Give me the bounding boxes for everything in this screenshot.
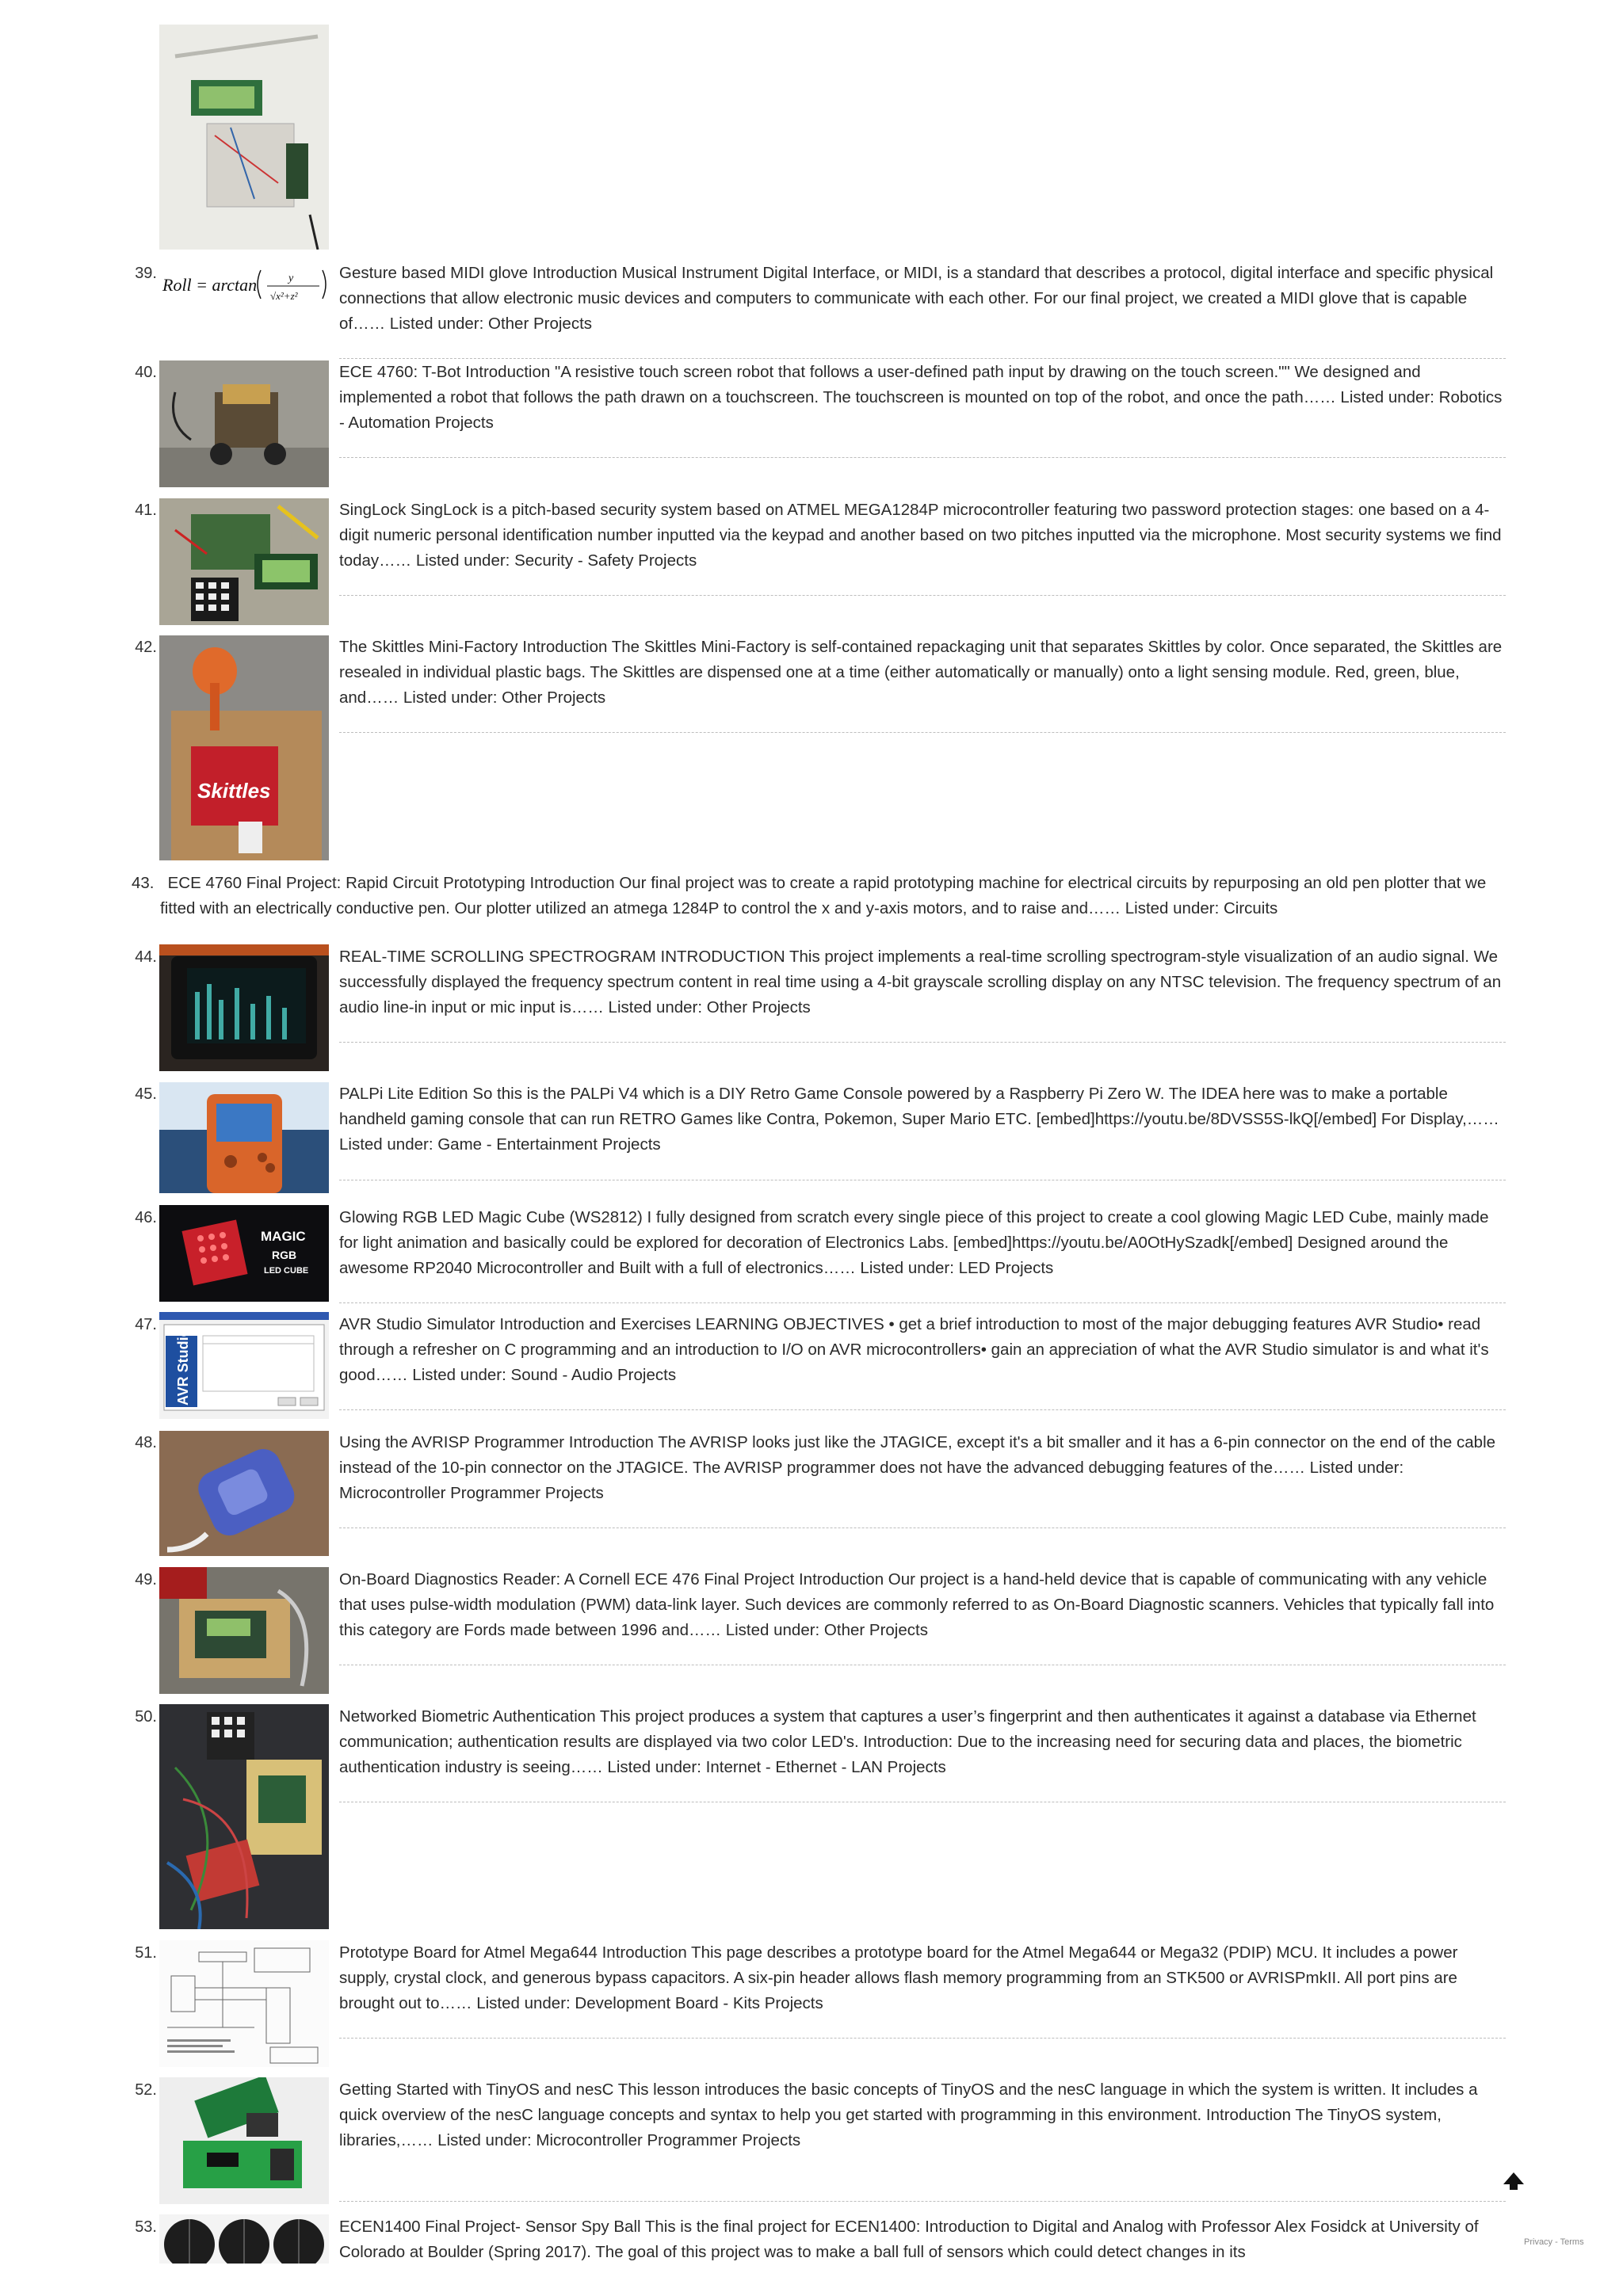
item-description[interactable]: SingLock SingLock is a pitch-based security system based on ATMEL MEGA1284P microcontroller featuring two password protection stages: one based on a 4-digit numeric personal identification number inputted via the keypad and another based on two pitches inputted via the microphone. Most security systems we find today…… Listed under: Security - Safety Projects	[339, 501, 1502, 570]
item-description[interactable]: Getting Started with TinyOS and nesC This lesson introduces the basic concepts of TinyOS and the nesC language in which the system is written. It includes a quick overview of the nesC language concepts and syntax to help you get started with programming in this environment. Introduction The TinyOS system, libraries,…… Listed under: Microcontroller Programmer Projects	[339, 2081, 1478, 2149]
divider	[339, 1527, 1506, 1528]
divider	[339, 358, 1506, 359]
item-text: ECE 4760 Final Project: Rapid Circuit Prototyping Introduction Our final project was to create a rapid prototyping machine for electrical circuits by repurposing an old pen plotter that we fitted with an electrically conductive pen. Our plotter utilized an atmega 1284P to control the x and y-axis motors, and to raise and…… Listed under: Circuits	[160, 874, 1487, 917]
item-number: 48.	[135, 1434, 157, 1451]
item-number: 39.	[135, 265, 157, 282]
biometric-board-photo-icon[interactable]	[159, 1704, 329, 1929]
divider	[339, 1409, 1506, 1410]
robot-photo-icon[interactable]	[159, 360, 329, 487]
recaptcha-terms-link[interactable]: Privacy - Terms	[1524, 2237, 1584, 2247]
divider	[339, 2201, 1506, 2202]
svg-text:MAGIC: MAGIC	[261, 1229, 306, 1244]
item-description[interactable]: On-Board Diagnostics Reader: A Cornell ECE 476 Final Project Introduction Our project is a hand-held device that is capable of communicating with any vehicle that uses pulse-width modulation (PWM) data-link layer. Such devices are commonly referred to as On-Board Diagnostic scanners. Vehicles that typically fall into this category are Fords made between 1996 and…… Listed under: Other Projects	[339, 1570, 1495, 1639]
item-number: 51.	[135, 1944, 157, 1962]
item-description[interactable]: REAL-TIME SCROLLING SPECTROGRAM INTRODUCTION This project implements a real-time scrolling spectrogram-style visualization of an audio signal. We successfully displayed the frequency spectrum content in real time using a 4-bit grayscale scrolling display on any NTSC television. The frequency spectrum of an audio line-in input or mic input is…… Listed under: Other Projects	[339, 948, 1502, 1016]
divider	[339, 457, 1506, 458]
spy-ball-photo-icon[interactable]	[159, 2214, 329, 2264]
divider	[339, 595, 1506, 596]
svg-text:y: y	[288, 273, 294, 284]
item-description[interactable]: Glowing RGB LED Magic Cube (WS2812) I fully designed from scratch every single piece of this project to create a cool glowing Magic LED Cube, mainly made for light animation and basically could be explored for decoration of Electronics Labs. [embed]https://youtu.be/A0OtHySzadk[/embed] Designed around the awesome RP2040 Microcontroller and Built with a full of electronics…… Listed under: LED Projects	[339, 1208, 1489, 1277]
item-description[interactable]: AVR Studio Simulator Introduction and Exercises LEARNING OBJECTIVES • get a brief introduction to most of the major debugging features AVR Studio• read through a refresher on C programming and an introduction to I/O on AVR microcontrollers• gain an appreciation of what the AVR Studio simulator is and what it's good…… Listed under: Sound - Audio Projects	[339, 1315, 1489, 1384]
green-pcb-photo-icon[interactable]	[159, 2077, 329, 2204]
svg-text:√x²+z²: √x²+z²	[270, 290, 298, 302]
item-description[interactable]: The Skittles Mini-Factory Introduction The Skittles Mini-Factory is self-contained repackaging unit that separates Skittles by color. Once separated, the Skittles are resealed in individual plastic bags. The Skittles are dispensed one at a time (either automatically or manually) onto a light sensing module. Red, green, blue, and…… Listed under: Other Projects	[339, 638, 1503, 707]
svg-text:AVR Studio: AVR Studio	[175, 1328, 191, 1405]
item-number: 43.	[132, 874, 155, 892]
item-number: 45.	[135, 1085, 157, 1103]
item-description[interactable]: Using the AVRISP Programmer Introduction The AVRISP looks just like the JTAGICE, except it's a bit smaller and it has a 6-pin connector on the end of the cable instead of the 10-pin connector on the JTAGICE. The AVRISP programmer does not have the advanced debugging features of the…… Listed under: Microcontroller Programmer Projects	[339, 1433, 1496, 1502]
item-number: 46.	[135, 1209, 157, 1226]
item-description[interactable]	[132, 871, 1507, 921]
item-number: 50.	[135, 1708, 157, 1726]
skittles-box-photo-icon[interactable]	[159, 635, 329, 860]
item-number: 52.	[135, 2081, 157, 2099]
breadboard-lcd-photo-icon[interactable]	[159, 25, 329, 250]
item-number: 53.	[135, 2218, 157, 2236]
game-console-photo-icon[interactable]	[159, 1082, 329, 1193]
spectrogram-screen-photo-icon[interactable]	[159, 944, 329, 1071]
formula-icon[interactable]	[159, 262, 329, 307]
keypad-board-photo-icon[interactable]	[159, 498, 329, 625]
schematic-icon[interactable]	[159, 1940, 329, 2067]
diagnostic-box-photo-icon[interactable]	[159, 1567, 329, 1694]
led-cube-photo-icon[interactable]	[159, 1205, 329, 1302]
item-description[interactable]: PALPi Lite Edition So this is the PALPi V4 which is a DIY Retro Game Console powered by a Raspberry Pi Zero W. The IDEA here was to make a portable handheld gaming console that can run RETRO Games like Contra, Pokemon, Super Mario ETC. [embed]https://youtu.be/8DVSS5S-lkQ[/embed] For Display,…… Listed under: Game - Entertainment Projects	[339, 1085, 1499, 1154]
svg-text:Roll = arctan: Roll = arctan	[162, 275, 258, 295]
item-description[interactable]: Gesture based MIDI glove Introduction Musical Instrument Digital Interface, or MIDI, is a standard that describes a protocol, digital interface and specific physical connections that allow electronic music devices and computers to communicate with each other. For our final project, we created a MIDI glove that is capable of…… Listed under: Other Projects	[339, 264, 1494, 333]
item-number: 49.	[135, 1571, 157, 1589]
item-number: 47.	[135, 1316, 157, 1333]
item-number: 44.	[135, 948, 157, 966]
usb-programmer-photo-icon[interactable]	[159, 1431, 329, 1556]
arrow-up-icon[interactable]	[1503, 2171, 1525, 2198]
svg-text:Skittles: Skittles	[197, 779, 271, 803]
item-description[interactable]: Networked Biometric Authentication This project produces a system that captures a user’s fingerprint and then authenticates it against a database via Ethernet communication; authentication results are displayed via two color LED's. Introduction: Due to the increasing need for securing data and places, the biometric authentication industry is seeing…… Listed under: Internet - Ethernet - LAN Projects	[339, 1707, 1476, 1776]
item-number: 41.	[135, 502, 157, 519]
svg-text:RGB: RGB	[272, 1249, 297, 1261]
item-number: 42.	[135, 639, 157, 656]
divider	[339, 1302, 1506, 1303]
divider	[339, 2038, 1506, 2039]
item-description[interactable]: ECEN1400 Final Project- Sensor Spy Ball This is the final project for ECEN1400: Introduction to Digital and Analog with Professor Alex Fosidck at University of Colorado at Boulder (Spring 2017). The goal of this project was to make a ball full of sensors which could detect changes in its	[339, 2218, 1479, 2261]
item-number: 40.	[135, 364, 157, 381]
divider	[339, 1042, 1506, 1043]
divider	[339, 732, 1506, 733]
item-description[interactable]: Prototype Board for Atmel Mega644 Introduction This page describes a prototype board for the Atmel Mega644 or Mega32 (PDIP) MCU. It includes a power supply, crystal clock, and generous bypass capacitors. A six-pin header allows flash memory programming from an STK500 or AVRISPmkII. All port pins are brought out to…… Listed under: Development Board - Kits Projects	[339, 1943, 1458, 2012]
svg-text:LED CUBE: LED CUBE	[264, 1266, 309, 1276]
item-description[interactable]: ECE 4760: T-Bot Introduction "A resistive touch screen robot that follows a user-defined path input by drawing on the touch screen."" We designed and implemented a robot that follows the path drawn on a touchscreen. The touchscreen is mounted on top of the robot, and once the path…… Listed under: Robotics - Automation Projects	[339, 363, 1503, 432]
software-dialog-icon[interactable]	[159, 1312, 329, 1419]
